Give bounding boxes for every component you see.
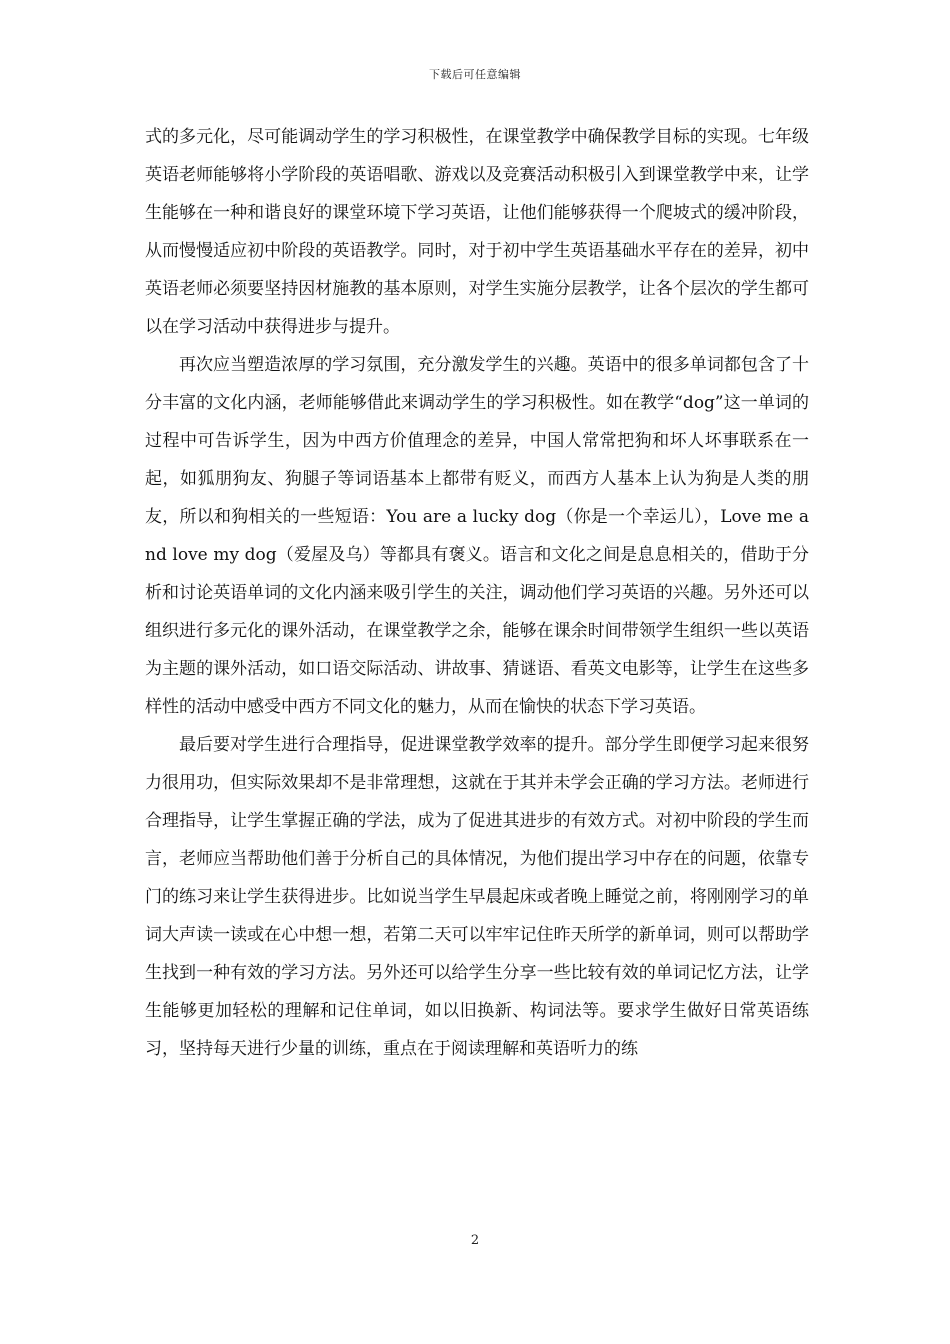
page-header: 下载后可任意编辑 <box>429 68 521 81</box>
page-number: 2 <box>470 1233 480 1248</box>
paragraph-3: 最后要对学生进行合理指导，促进课堂教学效率的提升。部分学生即便学习起来很努力很用功，但实际效果却不是非常理想，这就在于其并未学会正确的学习方法。老师进行合理指导，让学生掌握正确的学法，成为了促进其进步的有效方式。对初中阶段的学生而言，老师应当帮助他们善于分析自己的具体情况，为他们提出学习中存在的问题，依靠专门的练习来让学生获得进步。比如说当学生早晨起床或者晚上睡觉之前，将刚刚学习的单词大声读一读或在心中想一想，若第二天可以牢牢记住昨天所学的新单词，则可以帮助学生找到一种有效的学习方法。另外还可以给学生分享一些比较有效的单词记忆方法，让学生能够更加轻松的理解和记住单词，如以旧换新、构词法等。要求学生做好日常英语练习，坚持每天进行少量的训练，重点在于阅读理解和英语听力的练 <box>145 735 809 1059</box>
paragraph-1: 式的多元化，尽可能调动学生的学习积极性，在课堂教学中确保教学目标的实现。七年级英语老师能够将小学阶段的英语唱歌、游戏以及竞赛活动积极引入到课堂教学中来，让学生能够在一种和谐良好的课堂环境下学习英语，让他们能够获得一个爬坡式的缓冲阶段，从而慢慢适应初中阶段的英语教学。同时，对于初中学生英语基础水平存在的差异，初中英语老师必须要坚持因材施教的基本原则，对学生实施分层教学，让各个层次的学生都可以在学习活动中获得进步与提升。 <box>145 127 809 337</box>
paragraph-2: 再次应当塑造浓厚的学习氛围，充分激发学生的兴趣。英语中的很多单词都包含了十分丰富的文化内涵，老师能够借此来调动学生的学习积极性。如在教学“dog”这一单词的过程中可告诉学生，因为中西方价值理念的差异，中国人常常把狗和坏人坏事联系在一起，如狐朋狗友、狗腿子等词语基本上都带有贬义，而西方人基本上认为狗是人类的朋友，所以和狗相关的一些短语：You are a lucky dog（你是一个幸运儿），Love me and love my dog（爱屋及乌）等都具有褒义。语言和文化之间是息息相关的，借助于分析和讨论英语单词的文化内涵来吸引学生的关注，调动他们学习英语的兴趣。另外还可以组织进行多元化的课外活动，在课堂教学之余，能够在课余时间带领学生组织一些以英语为主题的课外活动，如口语交际活动、讲故事、猜谜语、看英文电影等，让学生在这些多样性的活动中感受中西方不同文化的魅力，从而在愉快的状态下学习英语。 <box>145 355 809 717</box>
document-body <box>145 118 809 1068</box>
